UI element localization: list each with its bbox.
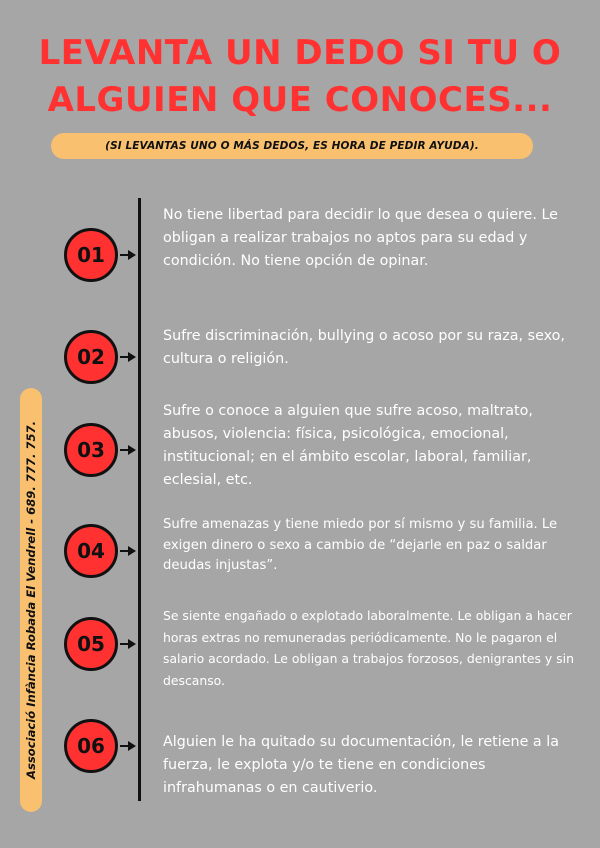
step-number: 01 (77, 243, 105, 267)
timeline-line (138, 198, 141, 801)
step-number-badge (64, 228, 118, 282)
step-description: Sufre amenazas y tiene miedo por sí mismo y su familia. Le exigen dinero o sexo a cambio de “dejarle en paz o saldar deudas injustas”. (163, 517, 558, 573)
step-description: Sufre discriminación, bullying o acoso por su raza, sexo, cultura o religión. (163, 328, 565, 367)
arrow-right-icon (120, 352, 136, 362)
step-number: 03 (77, 438, 105, 462)
step-number-badge (64, 423, 118, 477)
side-contact-text: Associació Infància Robada El Vendrell - 689. 777. 757. (24, 420, 38, 780)
arrow-right-icon (120, 250, 136, 260)
step-number-badge (64, 524, 118, 578)
subtitle-banner (51, 133, 533, 159)
arrow-right-icon (120, 546, 136, 556)
step-number: 04 (77, 539, 105, 563)
step-number: 06 (77, 734, 105, 758)
step-description: Se siente engañado o explotado laboralmente. Le obligan a hacer horas extras no remuneradas periódicamente. No le pagaron el salario acordado. Le obligan a trabajos forzosos, denigrantes y sin descanso. (163, 608, 574, 688)
step-number: 02 (77, 345, 105, 369)
step-number-badge (64, 330, 118, 384)
arrow-right-icon (120, 445, 136, 455)
step-number-badge (64, 617, 118, 671)
step-description: No tiene libertad para decidir lo que desea o quiere. Le obligan a realizar trabajos no aptos para su edad y condición. No tiene opción de opinar. (163, 207, 558, 269)
subtitle-text: (SI LEVANTAS UNO O MÁS DEDOS, ES HORA DE PEDIR AYUDA). (105, 140, 479, 152)
step-description: Sufre o conoce a alguien que sufre acoso, maltrato, abusos, violencia: física, psicológica, emocional, institucional; en el ámbito escolar, laboral, familiar, eclesial, etc. (163, 403, 533, 488)
arrow-right-icon (120, 639, 136, 649)
arrow-right-icon (120, 741, 136, 751)
step-description: Alguien le ha quitado su documentación, le retiene a la fuerza, le explota y/o te tiene en condiciones infrahumanas o en cautiverio. (163, 734, 559, 796)
page-title: LEVANTA UN DEDO SI TU O ALGUIEN QUE CONOCES... (38, 33, 562, 120)
step-number-badge (64, 719, 118, 773)
step-number: 05 (77, 632, 105, 656)
